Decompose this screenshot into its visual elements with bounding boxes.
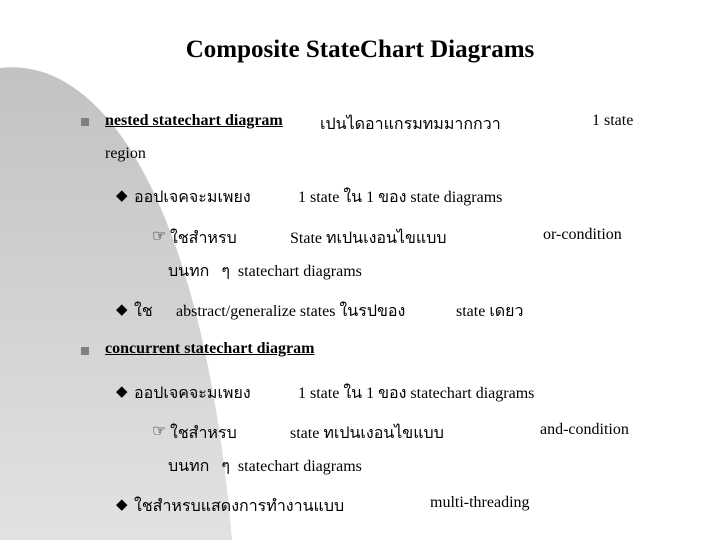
s2-b1-a: ออปเจคจะมเพยง	[134, 385, 251, 402]
nested-text: เปนไดอาแกรมทมมากกวา	[320, 116, 501, 133]
s1-s1-a: ใชสำหรบ	[170, 230, 237, 247]
pointing-hand-icon: ☞	[152, 423, 167, 440]
diamond-bullet-icon: ◆	[116, 188, 128, 204]
s1-b1-a: ออปเจคจะมเพยง	[134, 189, 251, 206]
concurrent-heading: concurrent statechart diagram	[105, 340, 315, 357]
slide-title: Composite StateChart Diagrams	[185, 36, 535, 63]
s2-s1-a: ใชสำหรบ	[170, 425, 237, 442]
s1-b2-b: abstract/generalize states ในรปของ	[176, 303, 406, 320]
s2-s1-c: and-condition	[540, 421, 629, 438]
s2-b2-b: multi-threading	[430, 494, 530, 511]
s1-s1-c: or-condition	[543, 226, 622, 243]
s2-b2-a: ใชสำหรบแสดงการทำงานแบบ	[134, 498, 345, 515]
s1-s1-d: บนทก ๆ statechart diagrams	[168, 263, 362, 280]
s2-s1-b: state ทเปนเงอนไขแบบ	[290, 425, 444, 442]
s1-s1-b: State ทเปนเงอนไขแบบ	[290, 230, 447, 247]
s2-b1-b: 1 state ใน 1 ของ statechart diagrams	[298, 385, 535, 402]
square-bullet-icon	[81, 118, 89, 126]
square-bullet-icon	[81, 347, 89, 355]
diamond-bullet-icon: ◆	[116, 384, 128, 400]
s1-b1-b: 1 state ใน 1 ของ state diagrams	[298, 189, 503, 206]
s2-s1-d: บนทก ๆ statechart diagrams	[168, 458, 362, 475]
diamond-bullet-icon: ◆	[116, 302, 128, 318]
nested-cont: region	[105, 145, 146, 162]
s1-b2-a: ใช	[134, 303, 153, 320]
nested-tail: 1 state	[592, 112, 634, 129]
s1-b2-c: state เดยว	[456, 303, 524, 320]
nested-heading: nested statechart diagram	[105, 112, 283, 129]
diamond-bullet-icon: ◆	[116, 497, 128, 513]
pointing-hand-icon: ☞	[152, 228, 167, 245]
